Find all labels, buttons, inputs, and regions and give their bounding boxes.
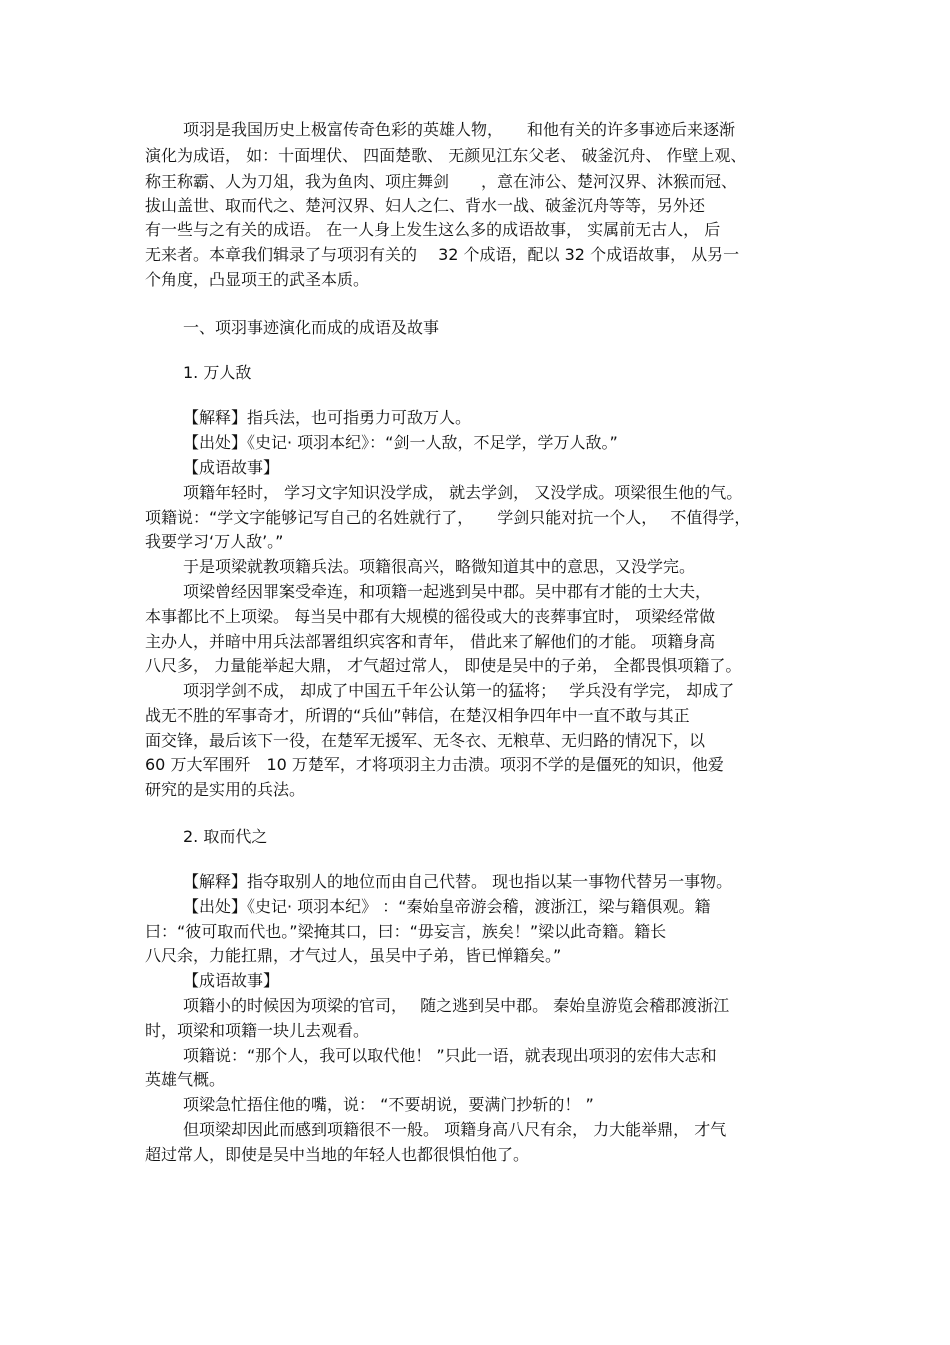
idiom-1-story-line: 八尺多， 力量能举起大鼎， 才气超过常人， 即使是吴中的子弟， 全都畏惧项籍了。 [145,656,742,675]
idiom-2-story-line: 时，项梁和项籍一块儿去观看。 [145,1021,370,1040]
idiom-2-story-line: 超过常人，即使是吴中当地的年轻人也都很惧怕他了。 [145,1145,530,1164]
idiom-1-source: 【出处】《史记· 项羽本纪》：“剑一人敌，不足学，学万人敌。” [183,433,618,452]
idiom-2-story-label: 【成语故事】 [183,971,280,990]
idiom-1-explain: 【解释】指兵法，也可指勇力可敌万人。 [183,408,472,427]
idiom-1-story-line: 我要学习‘万人敌’。” [145,532,284,551]
intro-line: 拔山盖世、取而代之、楚河汉界、妇人之仁、背水一战、破釜沉舟等等，另外还 [145,196,706,215]
idiom-2-source-line: 八尺余，力能扛鼎，才气过人，虽吴中子弟，皆已惮籍矣。” [145,946,562,965]
idiom-1-story-line: 战无不胜的军事奇才，所谓的“兵仙”韩信，在楚汉相争四年中一直不敢与其正 [145,706,690,725]
section-heading: 一、项羽事迹演化而成的成语及故事 [183,318,440,337]
idiom-1-story-line: 面交锋，最后该下一役，在楚军无援军、无冬衣、无粮草、无归路的情况下，以 [145,731,706,750]
idiom-2-title: 2. 取而代之 [183,827,268,846]
idiom-2-story-line: 但项梁却因此而感到项籍很不一般。 项籍身高八尺有余， 力大能举鼎， 才气 [183,1120,727,1139]
idiom-1-story-label: 【成语故事】 [183,458,280,477]
idiom-2-story-line: 项梁急忙捂住他的嘴，说： “不要胡说，要满门抄斩的！ ” [183,1095,594,1114]
idiom-1-story-line: 60 万大军围歼 10 万楚军，才将项羽主力击溃。项羽不学的是僵死的知识，他爱 [145,755,724,774]
idiom-1-story-line: 本事都比不上项梁。 每当吴中郡有大规模的徭役或大的丧葬事宜时， 项梁经常做 [145,607,716,626]
intro-line: 有一些与之有关的成语。 在一人身上发生这么多的成语故事， 实属前无古人， 后 [145,220,721,239]
idiom-2-explain: 【解释】指夺取别人的地位而由自己代替。 现也指以某一事物代替另一事物。 [183,872,733,891]
idiom-2-story-line: 英雄气概。 [145,1070,226,1089]
idiom-2-story-line: 项籍说：“那个人，我可以取代他！ ”只此一语，就表现出项羽的宏伟大志和 [183,1046,717,1065]
idiom-1-story-line: 项籍说：“学文字能够记写自己的名姓就行了， 学剑只能对抗一个人， 不值得学， [145,508,751,527]
intro-line: 项羽是我国历史上极富传奇色彩的英雄人物， 和他有关的许多事迹后来逐渐 [183,120,736,139]
idiom-1-title: 1. 万人敌 [183,363,252,382]
idiom-1-story-line: 项籍年轻时， 学习文字知识没学成， 就去学剑， 又没学成。项梁很生他的气。 [183,483,743,502]
intro-line: 个角度，凸显项王的武圣本质。 [145,270,370,289]
idiom-2-source-line: 【出处】《史记· 项羽本纪》 ：“秦始皇帝游会稽，渡浙江，梁与籍俱观。籍 [183,897,711,916]
idiom-2-story-line: 项籍小的时候因为项梁的官司， 随之逃到吴中郡。 秦始皇游览会稽郡渡浙江 [183,996,730,1015]
idiom-1-story-line: 于是项梁就教项籍兵法。项籍很高兴，略微知道其中的意思，又没学完。 [183,557,696,576]
idiom-2-source-line: 曰：“彼可取而代也。”梁掩其口，曰：“毋妄言，族矣！”梁以此奇籍。籍长 [145,922,667,941]
idiom-1-story-line: 项梁曾经因罪案受牵连，和项籍一起逃到吴中郡。吴中郡有才能的士大夫， [183,582,712,601]
idiom-1-story-line: 研究的是实用的兵法。 [145,780,306,799]
intro-line: 称王称霸、人为刀俎，我为鱼肉、项庄舞剑 ，意在沛公、楚河汉界、沐猴而冠、 [145,172,738,191]
intro-line: 无来者。本章我们辑录了与项羽有关的 32 个成语，配以 32 个成语故事， 从另一 [145,245,740,264]
idiom-1-story-line: 项羽学剑不成， 却成了中国五千年公认第一的猛将； 学兵没有学完， 却成了 [183,681,735,700]
intro-line: 演化为成语， 如：十面埋伏、 四面楚歌、 无颜见江东父老、 破釜沉舟、 作壁上观、 [145,146,747,165]
idiom-1-story-line: 主办人，并暗中用兵法部署组织宾客和青年， 借此来了解他们的才能。 项籍身高 [145,632,716,651]
